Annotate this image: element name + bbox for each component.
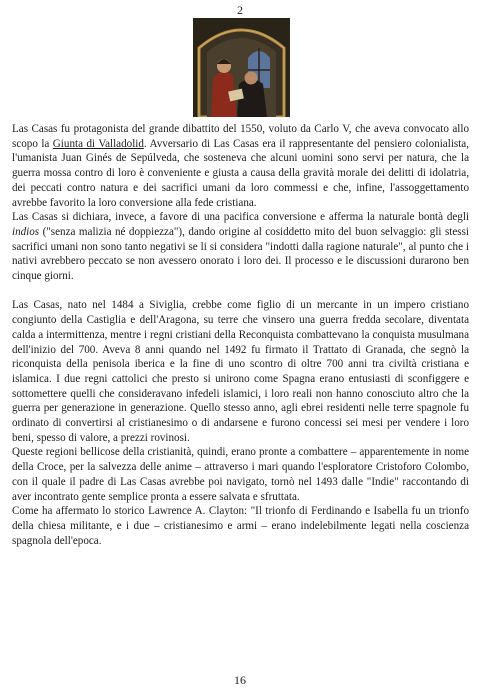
paragraph-4-text: Queste regioni bellicose della cristianità, quindi, erano pronte a combattere – apparentemente in nome della Croce, per la salvezza delle anime – attraverso i mari quando l'esploratore Cristoforo Colombo, con il quale il padre di Las Casas avrebbe poi navigato, tornò nel 1493 dalle "Indie" raccontando di aver incontrato gente semplice pronta a essere salvata e sfruttata.	[12, 446, 469, 503]
giunta-valladolid-term: Giunta di Valladolid	[52, 137, 144, 150]
paragraph-1	[12, 122, 469, 210]
paragraph-5-text: Come ha affermato lo storico Lawrence A. Clayton: "Il trionfo di Ferdinando e Isabella fu un trionfo della chiesa militante, e i due – cristianesimo e armi – erano indelebilmente legati nella coscienza spagnola dell'epoca.	[12, 505, 469, 547]
paragraph-3-text: Las Casas, nato nel 1484 a Siviglia, crebbe come figlio di un mercante in un impero cristiano congiunto della Castiglia e dell'Aragona, su terre che vinsero una guerra fredda secolare, diventata calda a intermittenza, mentre i regni cristiani della Reconquista combattevano la conquista musulmana dell'inizio del 700. Aveva 8 anni quando nel 1492 fu firmato il Trattato di Granada, che segnò la riconquista della penisola iberica e la fine di uno scontro di oltre 700 anni tra civiltà cristiana e islamica. I due regni cattolici che presto si unirono come Spagna erano entusiasti di sconfiggere e sottomettere quelli che consideravano infedeli islamici, i loro reali non hanno conosciuto altro che la guerra per generazione in generazione. Quello stesso anno, agli ebrei residenti nelle terre spagnole fu ordinato di convertirsi al cristianesimo o di andarsene e furono concessi sei mesi per vendere i loro beni, spesso di valore, a prezzi rovinosi.	[12, 299, 469, 444]
paragraph-4	[12, 445, 469, 504]
paragraph-3	[12, 298, 469, 445]
page-number-top: 2	[237, 3, 243, 17]
indios-term: indios	[12, 225, 40, 238]
painting-icon	[193, 18, 290, 117]
page-number-bottom: 16	[234, 673, 246, 687]
body-text	[12, 122, 469, 548]
paragraph-5	[12, 504, 469, 548]
paragraph-2	[12, 210, 469, 284]
paragraph-2-text-b: ("senza malizia né doppiezza"), dando origine al cosiddetto mito del buon selvaggio: gli stessi sacrifici umani non sono tanto negativi se li si considera "indotti dalla ragione naturale", al punto che i nativi avrebbero peccato se non avessero onorato i loro dei. Il processo e le discussioni durarono ben cinque giorni.	[12, 225, 469, 283]
paragraph-2-text-a: Las Casas si dichiara, invece, a favore di una pacifica conversione e afferma la naturale bontà degli	[12, 211, 469, 224]
paragraph-1-text-a: Las Casas fu protagonista del grande dibattito del 1550, voluto da Carlo V, che aveva convocato allo scopo la	[12, 123, 469, 150]
paragraph-1-text-b: . Avversario di Las Casas era il rappresentante del pensiero colonialista, l'umanista Juan Ginés de Sepúlveda, che sosteneva che alcuni uomini sono servi per natura, che la guerra mossa contro di loro è conveniente e giusta a causa della gravità morale dei delitti di idolatria, dei peccati contro natura e dei sacrifici umani da loro commessi e che, infine, l'assoggettamento avrebbe favorito la loro conversione alla fede cristiana.	[12, 137, 469, 209]
